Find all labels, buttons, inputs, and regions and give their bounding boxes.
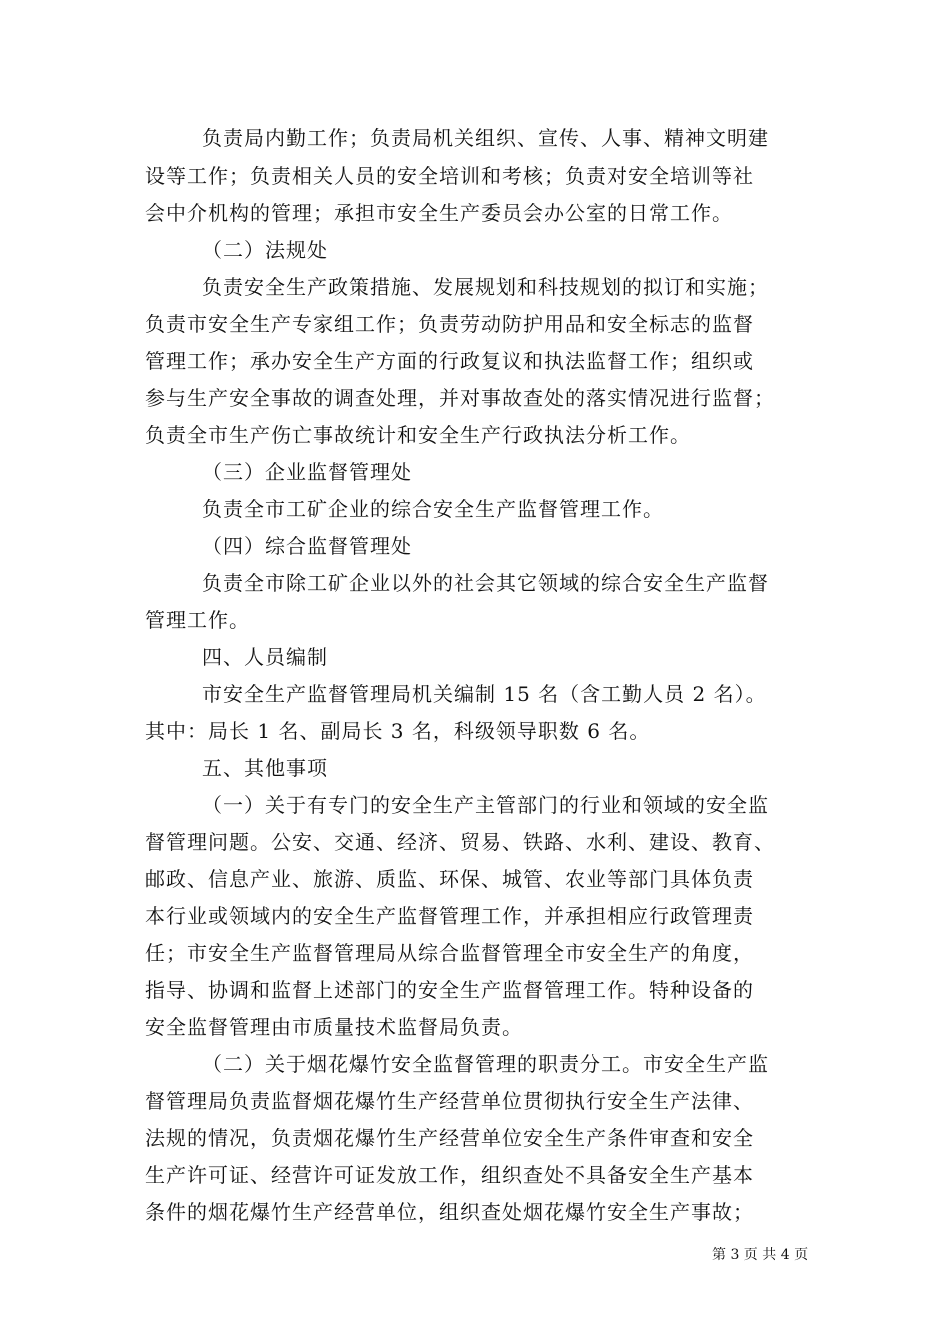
text-line-28: 法规的情况，负责烟花爆竹生产经营单位安全生产条件审查和安全 <box>145 1126 754 1150</box>
text-line-27: 督管理局负责监督烟花爆竹生产经营单位贯彻执行安全生产法律、 <box>145 1089 754 1113</box>
text-line-8: 参与生产安全事故的调查处理，并对事故查处的落实情况进行监督； <box>145 386 775 410</box>
text-line-13: 负责全市除工矿企业以外的社会其它领域的综合安全生产监督 <box>202 571 769 595</box>
text-line-23: 任；市安全生产监督管理局从综合监督管理全市安全生产的角度， <box>145 941 754 965</box>
text-line-24: 指导、协调和监督上述部门的安全生产监督管理工作。特种设备的 <box>145 978 754 1002</box>
text-line-26: （二）关于烟花爆竹安全监督管理的职责分工。市安全生产监 <box>202 1052 769 1076</box>
text-line-17: 其中：局长 1 名、副局长 3 名，科级领导职数 6 名。 <box>145 719 651 743</box>
text-line-11: 负责全市工矿企业的综合安全生产监督管理工作。 <box>202 497 664 521</box>
text-line-9: 负责全市生产伤亡事故统计和安全生产行政执法分析工作。 <box>145 423 691 447</box>
text-line-21: 邮政、信息产业、旅游、质监、环保、城管、农业等部门具体负责 <box>145 867 754 891</box>
text-line-2: 设等工作；负责相关人员的安全培训和考核；负责对安全培训等社 <box>145 164 754 188</box>
text-line-19: （一）关于有专门的安全生产主管部门的行业和领域的安全监 <box>202 793 769 817</box>
text-line-25: 安全监督管理由市质量技术监督局负责。 <box>145 1015 523 1039</box>
section-heading-enterprise: （三）企业监督管理处 <box>202 460 412 484</box>
text-line-30: 条件的烟花爆竹生产经营单位，组织查处烟花爆竹安全生产事故； <box>145 1200 754 1224</box>
text-line-3: 会中介机构的管理；承担市安全生产委员会办公室的日常工作。 <box>145 201 733 225</box>
text-line-20: 督管理问题。公安、交通、经济、贸易、铁路、水利、建设、教育、 <box>145 830 775 854</box>
section-heading-other-matters: 五、其他事项 <box>202 756 328 780</box>
text-line-1: 负责局内勤工作；负责局机关组织、宣传、人事、精神文明建 <box>202 126 769 150</box>
section-heading-regulations: （二）法规处 <box>202 238 328 262</box>
text-line-7: 管理工作；承办安全生产方面的行政复议和执法监督工作；组织或 <box>145 349 754 373</box>
text-line-5: 负责安全生产政策措施、发展规划和科技规划的拟订和实施； <box>202 275 769 299</box>
page-number: 第 3 页 共 4 页 <box>712 1247 809 1263</box>
text-line-6: 负责市安全生产专家组工作；负责劳动防护用品和安全标志的监督 <box>145 312 754 336</box>
text-line-14: 管理工作。 <box>145 608 250 632</box>
section-heading-comprehensive: （四）综合监督管理处 <box>202 534 412 558</box>
text-line-22: 本行业或领域内的安全生产监督管理工作，并承担相应行政管理责 <box>145 904 754 928</box>
section-heading-staffing: 四、人员编制 <box>202 645 328 669</box>
text-line-16: 市安全生产监督管理局机关编制 15 名（含工勤人员 2 名）。 <box>202 682 767 706</box>
text-line-29: 生产许可证、经营许可证发放工作，组织查处不具备安全生产基本 <box>145 1163 754 1187</box>
